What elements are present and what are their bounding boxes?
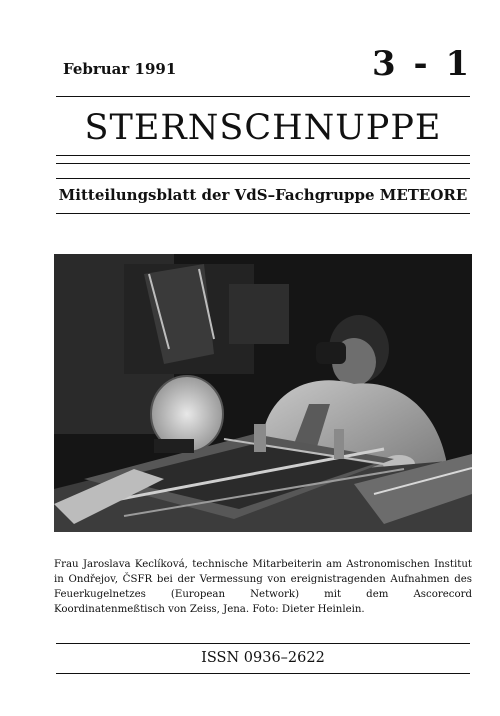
photo-illustration — [54, 254, 472, 532]
footer-rule-top — [56, 643, 470, 644]
title-rule-bottom — [56, 163, 470, 164]
title-rule-top — [56, 155, 470, 156]
subtitle-rule-top — [56, 178, 470, 179]
header-rule — [56, 96, 470, 97]
subtitle: Mitteilungsblatt der VdS–Fachgruppe METEORE — [58, 186, 468, 204]
photo-caption: Frau Jaroslava Keclíková, technische Mitarbeiterin am Astronomischen Institut in Ondřejov, ČSFR bei der Vermessung von ereignistragenden Aufnahmen des Feuerkugelnetzes (European Network) mit dem Ascorecord Koordinatenmeßtisch von Zeiss, Jena. Foto: Dieter Heinlein. — [54, 559, 472, 615]
subtitle-rule-bottom — [56, 213, 470, 214]
issn: ISSN 0936–2622 — [201, 650, 325, 666]
issue-date: Februar 1991 — [63, 60, 177, 78]
issue-number: 3 - 1 — [372, 44, 473, 84]
footer-rule-bottom — [56, 673, 470, 674]
page-title: STERNSCHNUPPE — [84, 108, 442, 148]
cover-photo — [54, 254, 472, 532]
